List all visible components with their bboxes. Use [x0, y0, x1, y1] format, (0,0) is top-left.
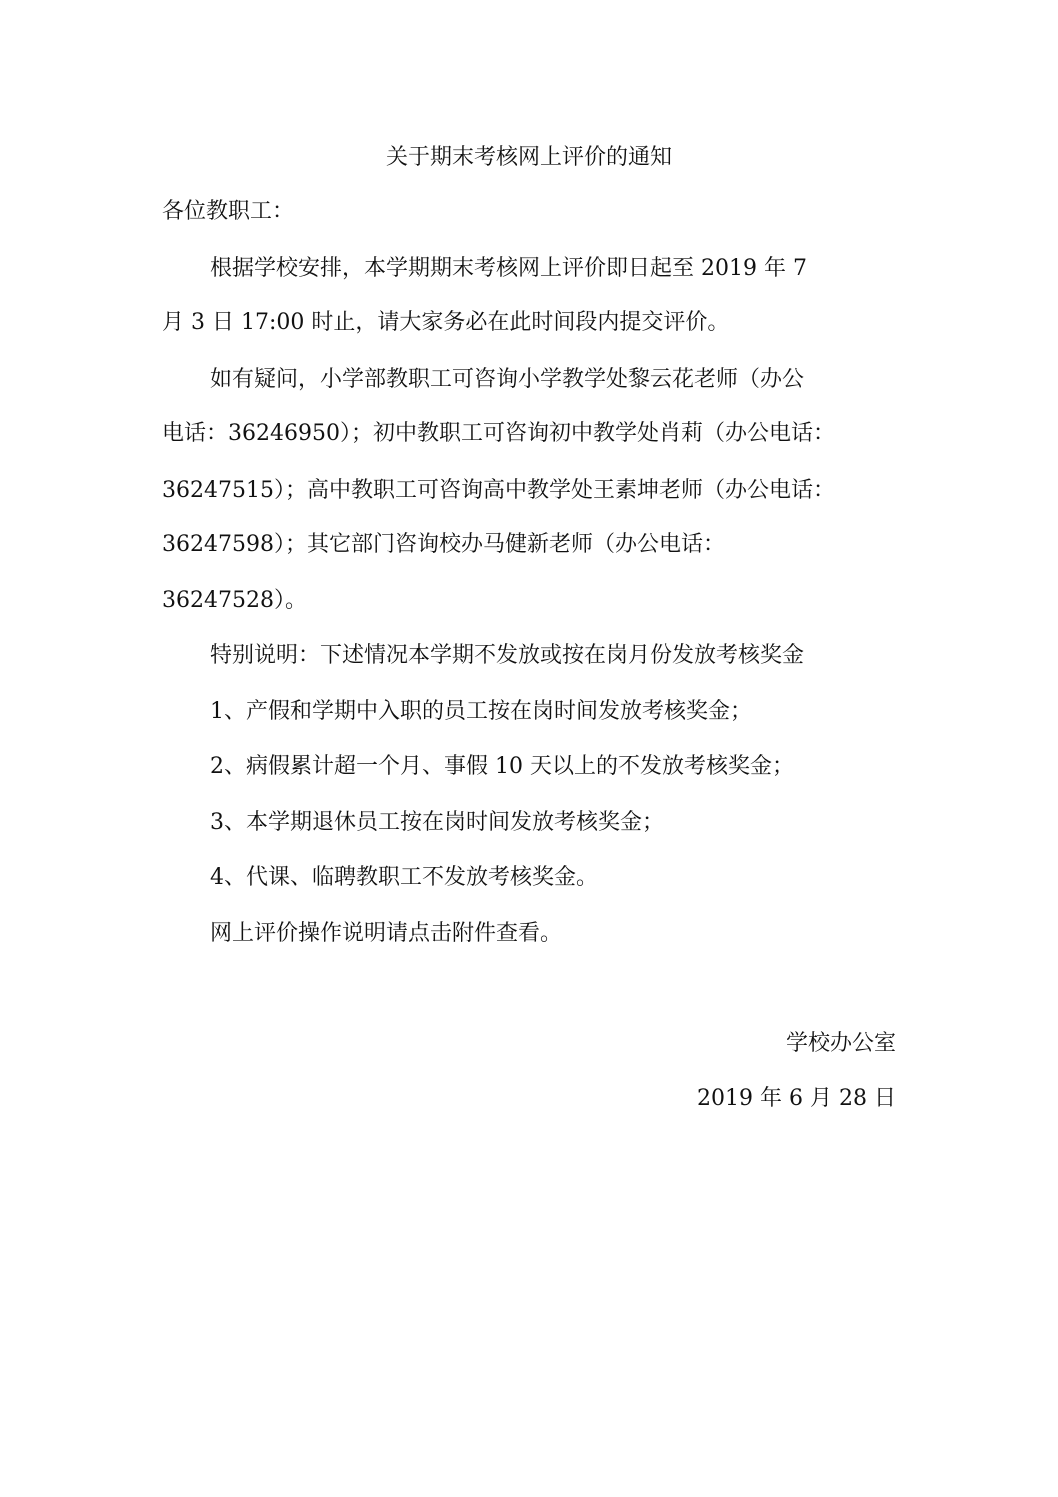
paragraph-1-line-2: 月 3 日 17:00 时止，请大家务必在此时间段内提交评价。 [162, 310, 730, 335]
signature-office: 学校办公室 [785, 1031, 896, 1056]
signature-date: 2019 年 6 月 28 日 [697, 1086, 896, 1111]
special-note: 特别说明：下述情况本学期不发放或按在岗月份发放考核奖金 [210, 643, 805, 668]
list-item: 1、产假和学期中入职的员工按在岗时间发放考核奖金； [210, 699, 752, 724]
greeting: 各位教职工： [162, 199, 295, 224]
paragraph-2-line-2: 电话：36246950）；初中教职工可咨询初中教学处肖莉（办公电话： [162, 421, 835, 446]
attachment-note: 网上评价操作说明请点击附件查看。 [210, 921, 563, 946]
paragraph-2-line-4: 36247598）；其它部门咨询校办马健新老师（办公电话： [162, 532, 725, 557]
list-item: 2、病假累计超一个月、事假 10 天以上的不发放考核奖金； [210, 754, 794, 779]
paragraph-1-line-1: 根据学校安排，本学期期末考核网上评价即日起至 2019 年 7 [210, 256, 807, 281]
paragraph-2-line-5: 36247528）。 [162, 588, 307, 613]
list-item: 3、本学期退休员工按在岗时间发放考核奖金； [210, 810, 664, 835]
paragraph-2-line-1: 如有疑问，小学部教职工可咨询小学教学处黎云花老师（办公 [210, 367, 805, 392]
list-item: 4、代课、临聘教职工不发放考核奖金。 [210, 865, 598, 890]
notice-title: 关于期末考核网上评价的通知 [385, 145, 672, 170]
paragraph-2-line-3: 36247515）；高中教职工可咨询高中教学处王素坤老师（办公电话： [162, 478, 835, 503]
